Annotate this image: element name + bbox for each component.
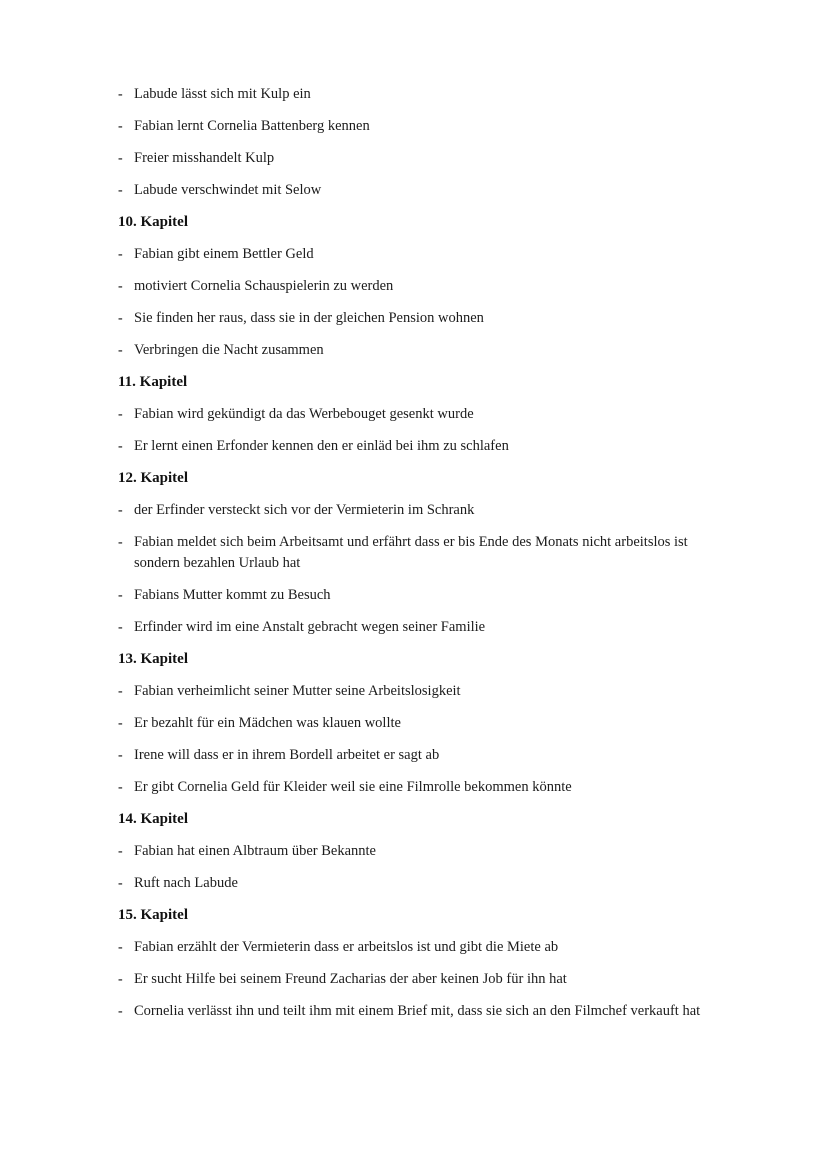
bullet-text: Fabian hat einen Albtraum über Bekannte <box>134 843 376 859</box>
bullet-text: Fabians Mutter kommt zu Besuch <box>134 587 331 603</box>
bullet-item <box>118 532 718 574</box>
bullet-item <box>118 713 718 734</box>
bullet-text: Labude verschwindet mit Selow <box>134 182 322 198</box>
bullet-item <box>118 873 718 894</box>
dash-bullet-icon: - <box>118 876 123 891</box>
dash-bullet-icon: - <box>118 503 123 518</box>
dash-bullet-icon: - <box>118 407 123 422</box>
dash-bullet-icon: - <box>118 119 123 134</box>
bullet-text: Fabian lernt Cornelia Battenberg kennen <box>134 118 370 134</box>
chapter-heading: 14. Kapitel <box>118 811 188 827</box>
bullet-item <box>118 276 718 297</box>
bullet-text: Freier misshandelt Kulp <box>134 150 275 166</box>
bullet-text: Er gibt Cornelia Geld für Kleider weil sie eine Filmrolle bekommen könnte <box>134 779 572 795</box>
bullet-item <box>118 180 718 201</box>
bullet-item <box>118 404 718 425</box>
dash-bullet-icon: - <box>118 311 123 326</box>
bullet-text: Fabian meldet sich beim Arbeitsamt und erfährt dass er bis Ende des Monats nicht arbeitslos ist sondern bezahlen Urlaub hat <box>134 534 688 571</box>
dash-bullet-icon: - <box>118 684 123 699</box>
bullet-item <box>118 681 718 702</box>
dash-bullet-icon: - <box>118 940 123 955</box>
bullet-item <box>118 937 718 958</box>
bullet-item <box>118 116 718 137</box>
dash-bullet-icon: - <box>118 183 123 198</box>
bullet-item <box>118 617 718 638</box>
chapter-heading: 12. Kapitel <box>118 470 188 486</box>
dash-bullet-icon: - <box>118 247 123 262</box>
bullet-text: Verbringen die Nacht zusammen <box>134 342 324 358</box>
dash-bullet-icon: - <box>118 279 123 294</box>
chapter-heading: 11. Kapitel <box>118 374 188 390</box>
dash-bullet-icon: - <box>118 780 123 795</box>
dash-bullet-icon: - <box>118 1004 123 1019</box>
bullet-item <box>118 436 718 457</box>
bullet-text: Erfinder wird im eine Anstalt gebracht wegen seiner Familie <box>134 619 486 635</box>
chapter-heading: 10. Kapitel <box>118 214 188 230</box>
dash-bullet-icon: - <box>118 620 123 635</box>
dash-bullet-icon: - <box>118 151 123 166</box>
bullet-item <box>118 148 718 169</box>
bullet-text: Labude lässt sich mit Kulp ein <box>134 86 311 102</box>
bullet-item <box>118 340 718 361</box>
bullet-item <box>118 777 718 798</box>
dash-bullet-icon: - <box>118 844 123 859</box>
bullet-item <box>118 308 718 329</box>
bullet-text: Er bezahlt für ein Mädchen was klauen wollte <box>134 715 401 731</box>
bullet-text: Irene will dass er in ihrem Bordell arbeitet er sagt ab <box>134 747 440 763</box>
bullet-text: Er sucht Hilfe bei seinem Freund Zacharias der aber keinen Job für ihn hat <box>134 971 567 987</box>
bullet-text: Fabian verheimlicht seiner Mutter seine Arbeitslosigkeit <box>134 683 461 699</box>
bullet-item <box>118 585 718 606</box>
bullet-text: motiviert Cornelia Schauspielerin zu werden <box>134 278 394 294</box>
bullet-text: der Erfinder versteckt sich vor der Vermieterin im Schrank <box>134 502 475 518</box>
bullet-text: Cornelia verlässt ihn und teilt ihm mit einem Brief mit, dass sie sich an den Filmchef verkauft hat <box>134 1003 701 1019</box>
dash-bullet-icon: - <box>118 972 123 987</box>
bullet-text: Fabian erzählt der Vermieterin dass er arbeitslos ist und gibt die Miete ab <box>134 939 559 955</box>
bullet-text: Sie finden her raus, dass sie in der gleichen Pension wohnen <box>134 310 484 326</box>
bullet-item <box>118 500 718 521</box>
bullet-text: Ruft nach Labude <box>134 875 238 891</box>
bullet-item <box>118 84 718 105</box>
dash-bullet-icon: - <box>118 716 123 731</box>
chapter-heading: 13. Kapitel <box>118 651 188 667</box>
dash-bullet-icon: - <box>118 439 123 454</box>
notes-content <box>118 84 718 1033</box>
bullet-text: Fabian wird gekündigt da das Werbebouget gesenkt wurde <box>134 406 474 422</box>
chapter-heading: 15. Kapitel <box>118 907 188 923</box>
dash-bullet-icon: - <box>118 588 123 603</box>
bullet-item <box>118 841 718 862</box>
bullet-text: Er lernt einen Erfonder kennen den er einläd bei ihm zu schlafen <box>134 438 509 454</box>
bullet-item <box>118 244 718 265</box>
bullet-text: Fabian gibt einem Bettler Geld <box>134 246 314 262</box>
bullet-item <box>118 1001 718 1022</box>
dash-bullet-icon: - <box>118 748 123 763</box>
dash-bullet-icon: - <box>118 87 123 102</box>
dash-bullet-icon: - <box>118 343 123 358</box>
bullet-item <box>118 969 718 990</box>
bullet-item <box>118 745 718 766</box>
dash-bullet-icon: - <box>118 535 123 550</box>
